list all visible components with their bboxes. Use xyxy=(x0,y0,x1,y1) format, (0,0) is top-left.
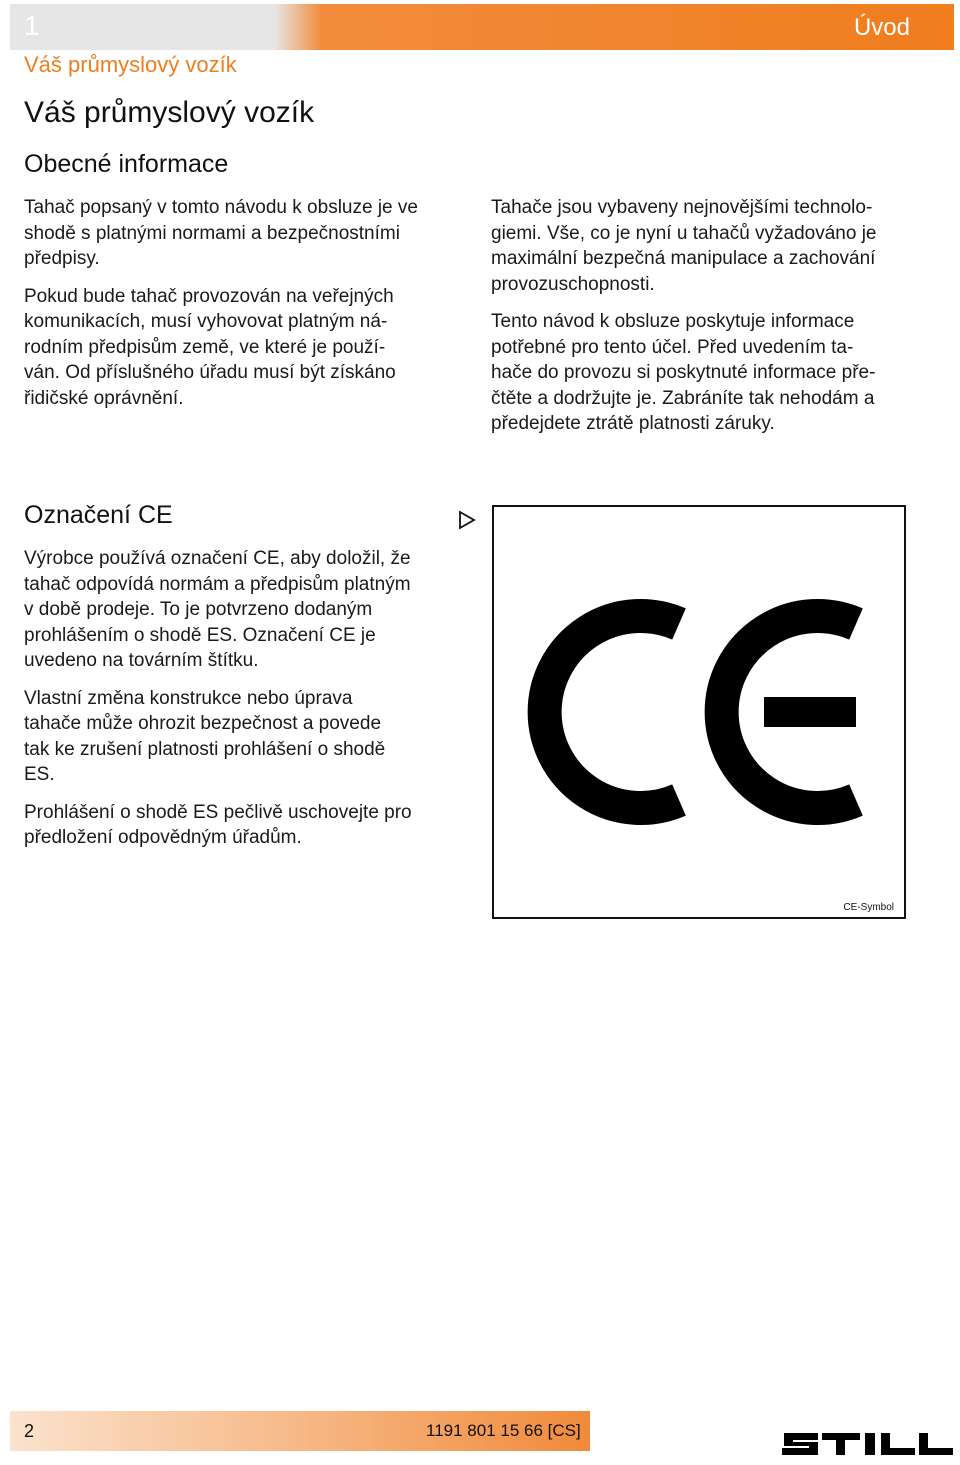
ce-symbol-figure xyxy=(492,505,906,919)
paragraph: Tahače jsou vybaveny nejnovějšími technolo- giemi. Vše, co je nyní u tahačů vyžadováno je maximální bezpečná manipulace a zachování provozuschopnosti. xyxy=(491,197,877,295)
section-heading-ce: Označení CE xyxy=(24,501,173,529)
ce-text-column xyxy=(24,546,464,863)
chapter-header-bar xyxy=(10,4,954,50)
paragraph: Pokud bude tahač provozován na veřejných komunikacích, musí vyhovovat platným ná- rodním předpisům země, ve které je použí- ván. Od příslušného úřadu musí být získáno řidičské oprávnění. xyxy=(24,285,396,409)
chapter-number: 1 xyxy=(24,10,40,41)
paragraph: Vlastní změna konstrukce nebo úprava tahače může ohrozit bezpečnost a povede tak ke zrušení platnosti prohlášení o shodě ES. xyxy=(24,687,386,785)
running-head: Váš průmyslový vozík xyxy=(24,52,237,77)
general-right-column xyxy=(491,195,931,449)
ce-mark-icon xyxy=(494,507,903,916)
paragraph: Tento návod k obsluze poskytuje informace potřebné pro tento účel. Před uvedením ta- hače do provozu si poskytnuté informace pře- čtěte a dodržujte je. Zabráníte tak nehodám a předejdete ztrátě platnosti záruky. xyxy=(491,311,876,434)
chapter-title: Úvod xyxy=(853,14,910,41)
figure-label: CE-Symbol xyxy=(843,902,894,913)
still-logo xyxy=(780,1430,955,1463)
page-title: Váš průmyslový vozík xyxy=(24,96,315,129)
general-left-column xyxy=(24,195,464,423)
paragraph: Prohlášení o shodě ES pečlivě uschovejte pro předložení odpovědným úřadům. xyxy=(24,801,412,848)
section-heading-general: Obecné informace xyxy=(24,150,229,178)
page-number: 2 xyxy=(24,1421,35,1441)
document-code: 1191 801 15 66 [CS] xyxy=(426,1421,581,1440)
paragraph: Tahač popsaný v tomto návodu k obsluze je ve shodě s platnými normami a bezpečnostními předpisy. xyxy=(24,197,418,269)
paragraph: Výrobce používá označení CE, aby doložil, že tahač odpovídá normám a předpisům platným v době prodeje. To je potvrzeno dodaným prohlášením o shodě ES. Označení CE je uvedeno na továrním štítku. xyxy=(24,548,411,671)
triangle-right-icon xyxy=(458,510,476,535)
